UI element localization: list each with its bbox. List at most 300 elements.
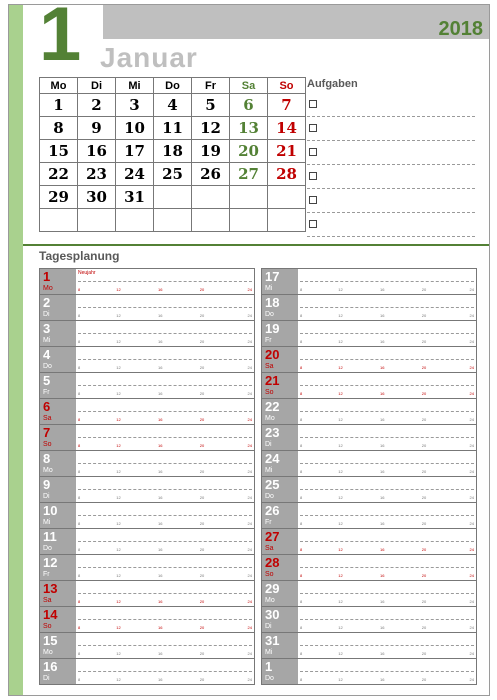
- day-number: 4: [43, 347, 51, 362]
- hour-tick-label: 8: [78, 651, 81, 656]
- day-number: 20: [265, 347, 280, 362]
- hour-tick-label: 12: [338, 521, 343, 526]
- day-label-cell: [262, 321, 298, 346]
- hour-tick-label: 8: [300, 287, 303, 292]
- hour-tick-label: 20: [421, 495, 427, 500]
- day-label-cell: [262, 555, 298, 580]
- time-line[interactable]: [300, 645, 474, 646]
- hour-tick-label: 12: [338, 313, 343, 318]
- hour-tick-label: 12: [116, 521, 121, 526]
- hour-ticks: [300, 495, 474, 501]
- calendar-day-cell: 26: [192, 163, 230, 186]
- hour-tick-label: 12: [338, 469, 343, 474]
- day-label-cell: [262, 295, 298, 320]
- hour-tick-label: 12: [116, 573, 121, 578]
- hour-tick-label: 8: [78, 339, 81, 344]
- day-plan-row: [262, 555, 476, 581]
- hour-tick-label: 24: [247, 391, 252, 396]
- hour-tick-label: 12: [116, 625, 121, 630]
- time-line[interactable]: [78, 463, 252, 464]
- hour-tick-label: 24: [247, 365, 252, 370]
- calendar-day-cell: 12: [192, 117, 230, 140]
- day-plan-row: [262, 321, 476, 347]
- calendar-day-cell: 8: [40, 117, 78, 140]
- hour-tick-label: 12: [338, 339, 343, 344]
- hour-tick-label: 8: [78, 365, 81, 370]
- hour-ticks: [78, 443, 252, 449]
- time-line[interactable]: [300, 489, 474, 490]
- section-divider: [23, 244, 489, 246]
- calendar-day-cell: 3: [116, 94, 154, 117]
- calendar-day-cell: 1: [40, 94, 78, 117]
- day-number: 27: [265, 529, 280, 544]
- day-label-cell: [40, 633, 76, 658]
- hour-tick-label: 24: [469, 365, 474, 370]
- weekday-so: So: [268, 78, 306, 94]
- day-number: 12: [43, 555, 58, 570]
- hour-tick-label: 12: [338, 625, 343, 630]
- day-name: Do: [265, 675, 274, 682]
- day-name: Mi: [265, 285, 273, 292]
- task-row: [307, 141, 475, 165]
- hour-ticks: [300, 313, 474, 319]
- day-number: 29: [265, 581, 280, 596]
- day-label-cell: [262, 399, 298, 424]
- calendar-day-cell: 25: [154, 163, 192, 186]
- calendar-day-cell: 27: [230, 163, 268, 186]
- hour-tick-label: 24: [469, 417, 474, 422]
- hour-tick-label: 8: [78, 677, 81, 682]
- hour-tick-label: 16: [158, 417, 163, 422]
- day-label-cell: [262, 503, 298, 528]
- day-plan-row: [40, 321, 254, 347]
- time-line[interactable]: [78, 281, 252, 282]
- planning-column-right: [261, 268, 477, 685]
- hour-tick-label: 20: [199, 521, 205, 526]
- hour-ticks: [78, 599, 252, 605]
- hour-tick-label: 24: [247, 287, 252, 292]
- time-line[interactable]: [300, 307, 474, 308]
- hour-tick-label: 8: [78, 443, 81, 448]
- hour-tick-label: 20: [199, 599, 205, 604]
- hour-tick-label: 20: [421, 547, 427, 552]
- hour-tick-label: 16: [158, 365, 163, 370]
- day-name: Fr: [43, 389, 50, 396]
- hour-tick-label: 24: [247, 313, 252, 318]
- hour-ticks: [300, 443, 474, 449]
- day-name: Mo: [43, 649, 53, 656]
- hour-ticks: [300, 573, 474, 579]
- weekday-fr: Fr: [192, 78, 230, 94]
- hour-tick-label: 8: [300, 495, 303, 500]
- day-number: 18: [265, 295, 280, 310]
- time-line[interactable]: [78, 359, 252, 360]
- hour-tick-label: 8: [78, 547, 81, 552]
- planning-column-left: [39, 268, 255, 685]
- day-label-cell: [40, 659, 76, 684]
- time-line[interactable]: [78, 385, 252, 386]
- day-number: 10: [43, 503, 58, 518]
- calendar-day-cell: 15: [40, 140, 78, 163]
- day-plan-row: [262, 659, 476, 685]
- hour-tick-label: 16: [158, 573, 163, 578]
- hour-tick-label: 8: [300, 625, 303, 630]
- day-number: 9: [43, 477, 51, 492]
- time-line[interactable]: [78, 489, 252, 490]
- hour-ticks: [300, 365, 474, 371]
- hour-tick-label: 24: [469, 573, 474, 578]
- calendar-day-cell: 24: [116, 163, 154, 186]
- time-line[interactable]: [78, 333, 252, 334]
- day-label-cell: [262, 633, 298, 658]
- hour-tick-label: 12: [338, 573, 343, 578]
- task-row: [307, 165, 475, 189]
- day-number: 24: [265, 451, 280, 466]
- day-name: Sa: [265, 363, 274, 370]
- day-number: 26: [265, 503, 280, 518]
- hour-tick-label: 24: [469, 339, 474, 344]
- time-line[interactable]: [78, 307, 252, 308]
- day-name: Di: [265, 623, 272, 630]
- hour-tick-label: 12: [116, 547, 121, 552]
- time-line[interactable]: [300, 593, 474, 594]
- hour-tick-label: 24: [469, 469, 474, 474]
- day-label-cell: [40, 477, 76, 502]
- weekday-mo: Mo: [40, 78, 78, 94]
- task-row: [307, 213, 475, 237]
- day-label-cell: [262, 425, 298, 450]
- hour-tick-label: 24: [469, 625, 474, 630]
- day-name: Do: [265, 311, 274, 318]
- time-line[interactable]: [300, 671, 474, 672]
- time-line[interactable]: [300, 515, 474, 516]
- time-line[interactable]: [78, 437, 252, 438]
- calendar-day-cell: 13: [230, 117, 268, 140]
- hour-ticks: [300, 287, 474, 293]
- weekday-di: Di: [78, 78, 116, 94]
- task-row: [307, 189, 475, 213]
- day-number: 19: [265, 321, 280, 336]
- hour-ticks: [300, 651, 474, 657]
- hour-tick-label: 24: [247, 521, 252, 526]
- day-number: 13: [43, 581, 58, 596]
- day-plan-row: [40, 451, 254, 477]
- task-checkbox[interactable]: [309, 148, 317, 156]
- hour-tick-label: 8: [300, 417, 303, 422]
- hour-ticks: [78, 391, 252, 397]
- hour-tick-label: 20: [421, 651, 427, 656]
- hour-tick-label: 24: [247, 599, 252, 604]
- hour-tick-label: 8: [300, 391, 303, 396]
- hour-tick-label: 20: [199, 651, 205, 656]
- hour-ticks: [300, 677, 474, 683]
- time-line[interactable]: [78, 619, 252, 620]
- time-line[interactable]: [300, 281, 474, 282]
- hour-ticks: [300, 625, 474, 631]
- time-line[interactable]: [300, 619, 474, 620]
- hour-tick-label: 24: [247, 495, 252, 500]
- task-checkbox[interactable]: [309, 196, 317, 204]
- time-line[interactable]: [300, 333, 474, 334]
- calendar-day-cell: 31: [116, 186, 154, 209]
- day-label-cell: [40, 269, 76, 294]
- calendar-day-cell: 29: [40, 186, 78, 209]
- hour-tick-label: 12: [338, 651, 343, 656]
- day-number: 11: [43, 529, 57, 544]
- day-number: 23: [265, 425, 280, 440]
- hour-tick-label: 16: [158, 651, 163, 656]
- hour-tick-label: 8: [78, 495, 81, 500]
- time-line[interactable]: [78, 645, 252, 646]
- hour-tick-label: 8: [300, 547, 303, 552]
- day-plan-row: [40, 503, 254, 529]
- hour-tick-label: 8: [300, 313, 303, 318]
- hour-ticks: [300, 547, 474, 553]
- hour-tick-label: 24: [469, 443, 474, 448]
- year-bar: [103, 5, 489, 39]
- calendar-day-cell: 2: [78, 94, 116, 117]
- hour-tick-label: 12: [116, 443, 121, 448]
- day-label-cell: [40, 321, 76, 346]
- day-number: 2: [43, 295, 51, 310]
- day-plan-row: [262, 607, 476, 633]
- hour-tick-label: 12: [338, 287, 343, 292]
- hour-tick-label: 24: [469, 495, 474, 500]
- day-plan-row: [40, 373, 254, 399]
- day-plan-row: [40, 269, 254, 295]
- hour-tick-label: 16: [380, 417, 385, 422]
- time-line[interactable]: [300, 411, 474, 412]
- time-line[interactable]: [300, 541, 474, 542]
- day-name: Sa: [43, 415, 52, 422]
- task-checkbox[interactable]: [309, 172, 317, 180]
- time-line[interactable]: [78, 515, 252, 516]
- hour-tick-label: 16: [158, 313, 163, 318]
- weekday-header-row: [40, 78, 306, 94]
- hour-tick-label: 8: [78, 313, 81, 318]
- hour-tick-label: 20: [421, 313, 427, 318]
- day-plan-row: [40, 347, 254, 373]
- hour-tick-label: 12: [116, 287, 121, 292]
- hour-tick-label: 20: [421, 573, 427, 578]
- hour-tick-label: 8: [78, 625, 81, 630]
- hour-tick-label: 16: [158, 391, 163, 396]
- hour-tick-label: 16: [158, 443, 163, 448]
- day-label-cell: [262, 529, 298, 554]
- day-name: Mi: [43, 519, 51, 526]
- time-line[interactable]: [300, 437, 474, 438]
- hour-ticks: [300, 339, 474, 345]
- calendar-week-row: [40, 163, 306, 186]
- day-label-cell: [262, 347, 298, 372]
- time-line[interactable]: [300, 385, 474, 386]
- hour-tick-label: 12: [338, 547, 343, 552]
- hour-tick-label: 16: [380, 469, 385, 474]
- hour-tick-label: 20: [421, 677, 427, 682]
- day-plan-row: [40, 659, 254, 685]
- calendar-day-cell: 28: [268, 163, 306, 186]
- day-label-cell: [40, 347, 76, 372]
- day-plan-row: [40, 425, 254, 451]
- calendar-day-cell: 23: [78, 163, 116, 186]
- green-sidebar: [9, 5, 23, 695]
- hour-tick-label: 16: [380, 547, 385, 552]
- day-label-cell: [40, 451, 76, 476]
- time-line[interactable]: [300, 567, 474, 568]
- task-row: [307, 117, 475, 141]
- hour-tick-label: 16: [158, 521, 163, 526]
- hour-tick-label: 8: [300, 599, 303, 604]
- tasks-panel: [307, 77, 475, 237]
- hour-tick-label: 20: [199, 417, 205, 422]
- day-plan-row: [262, 269, 476, 295]
- hour-tick-label: 24: [247, 469, 252, 474]
- calendar-day-cell: 21: [268, 140, 306, 163]
- hour-tick-label: 16: [380, 599, 385, 604]
- hour-tick-label: 20: [199, 391, 205, 396]
- day-number: 1: [43, 269, 51, 284]
- day-number: 6: [43, 399, 51, 414]
- hour-ticks: [78, 521, 252, 527]
- time-line[interactable]: [300, 463, 474, 464]
- hour-tick-label: 8: [300, 573, 303, 578]
- calendar-day-cell: 5: [192, 94, 230, 117]
- hour-tick-label: 20: [421, 365, 427, 370]
- day-name: So: [43, 623, 52, 630]
- calendar-day-cell: 16: [78, 140, 116, 163]
- day-number: 3: [43, 321, 51, 336]
- hour-tick-label: 16: [380, 391, 385, 396]
- calendar-day-cell: 17: [116, 140, 154, 163]
- hour-tick-label: 20: [199, 313, 205, 318]
- day-name: Do: [43, 363, 52, 370]
- calendar-day-cell: [78, 209, 116, 232]
- time-line[interactable]: [300, 359, 474, 360]
- time-line[interactable]: [78, 671, 252, 672]
- hour-tick-label: 16: [158, 625, 163, 630]
- hour-tick-label: 8: [78, 417, 81, 422]
- hour-tick-label: 8: [300, 443, 303, 448]
- day-label-cell: [262, 373, 298, 398]
- hour-ticks: [78, 651, 252, 657]
- hour-tick-label: 24: [469, 599, 474, 604]
- month-name: Januar: [100, 42, 198, 73]
- day-plan-row: [40, 399, 254, 425]
- hour-tick-label: 8: [300, 521, 303, 526]
- task-checkbox[interactable]: [309, 220, 317, 228]
- hour-tick-label: 20: [199, 339, 205, 344]
- day-name: Mi: [265, 467, 273, 474]
- day-name: Di: [43, 311, 50, 318]
- calendar-day-cell: 6: [230, 94, 268, 117]
- calendar-body: [40, 94, 306, 232]
- hour-tick-label: 20: [199, 365, 205, 370]
- calendar-week-row: [40, 209, 306, 232]
- hour-ticks: [300, 521, 474, 527]
- calendar-day-cell: [268, 186, 306, 209]
- time-line[interactable]: [78, 541, 252, 542]
- hour-tick-label: 12: [116, 339, 121, 344]
- hour-tick-label: 24: [247, 417, 252, 422]
- calendar-day-cell: 7: [268, 94, 306, 117]
- hour-tick-label: 16: [380, 625, 385, 630]
- time-line[interactable]: [78, 411, 252, 412]
- hour-tick-label: 16: [158, 339, 163, 344]
- hour-tick-label: 12: [116, 599, 121, 604]
- hour-tick-label: 12: [338, 677, 343, 682]
- time-line[interactable]: [78, 567, 252, 568]
- day-number: 16: [43, 659, 58, 674]
- calendar-day-cell: [268, 209, 306, 232]
- hour-tick-label: 16: [158, 599, 163, 604]
- time-line[interactable]: [78, 593, 252, 594]
- hour-ticks: [78, 313, 252, 319]
- calendar-day-cell: [154, 209, 192, 232]
- weekday-sa: Sa: [230, 78, 268, 94]
- hour-ticks: [300, 469, 474, 475]
- hour-tick-label: 8: [78, 391, 81, 396]
- day-name: Mo: [43, 467, 53, 474]
- calendar-week-row: [40, 94, 306, 117]
- day-number: 1: [265, 659, 273, 674]
- task-checkbox[interactable]: [309, 100, 317, 108]
- month-number: 1: [39, 4, 82, 77]
- hour-tick-label: 8: [300, 365, 303, 370]
- hour-tick-label: 24: [247, 443, 252, 448]
- day-label-cell: [262, 581, 298, 606]
- day-label-cell: [262, 659, 298, 684]
- hour-tick-label: 16: [158, 469, 163, 474]
- day-plan-row: [262, 295, 476, 321]
- hour-ticks: [78, 677, 252, 683]
- weekday-mi: Mi: [116, 78, 154, 94]
- day-plan-row: [262, 529, 476, 555]
- hour-tick-label: 12: [116, 495, 121, 500]
- day-label-cell: [40, 555, 76, 580]
- day-plan-row: [262, 347, 476, 373]
- hour-tick-label: 20: [421, 521, 427, 526]
- hour-tick-label: 20: [199, 625, 205, 630]
- hour-tick-label: 12: [116, 313, 121, 318]
- day-plan-row: [40, 529, 254, 555]
- day-label-cell: [40, 529, 76, 554]
- day-plan-row: [262, 477, 476, 503]
- hour-tick-label: 12: [338, 391, 343, 396]
- hour-ticks: [78, 417, 252, 423]
- hour-tick-label: 20: [199, 677, 205, 682]
- day-plan-row: [40, 607, 254, 633]
- hour-tick-label: 16: [380, 521, 385, 526]
- hour-tick-label: 16: [380, 573, 385, 578]
- hour-tick-label: 16: [158, 677, 163, 682]
- hour-tick-label: 20: [421, 391, 427, 396]
- day-label-cell: [40, 295, 76, 320]
- hour-tick-label: 16: [380, 313, 385, 318]
- day-plan-row: [40, 581, 254, 607]
- calendar-day-cell: 10: [116, 117, 154, 140]
- calendar-day-cell: 14: [268, 117, 306, 140]
- day-label-cell: [262, 477, 298, 502]
- calendar-page: [8, 4, 490, 696]
- hour-tick-label: 20: [199, 547, 205, 552]
- calendar-week-row: [40, 186, 306, 209]
- day-name: Do: [265, 493, 274, 500]
- day-name: Fr: [265, 337, 272, 344]
- task-checkbox[interactable]: [309, 124, 317, 132]
- calendar-day-cell: 22: [40, 163, 78, 186]
- hour-tick-label: 8: [300, 339, 303, 344]
- calendar-day-cell: [230, 186, 268, 209]
